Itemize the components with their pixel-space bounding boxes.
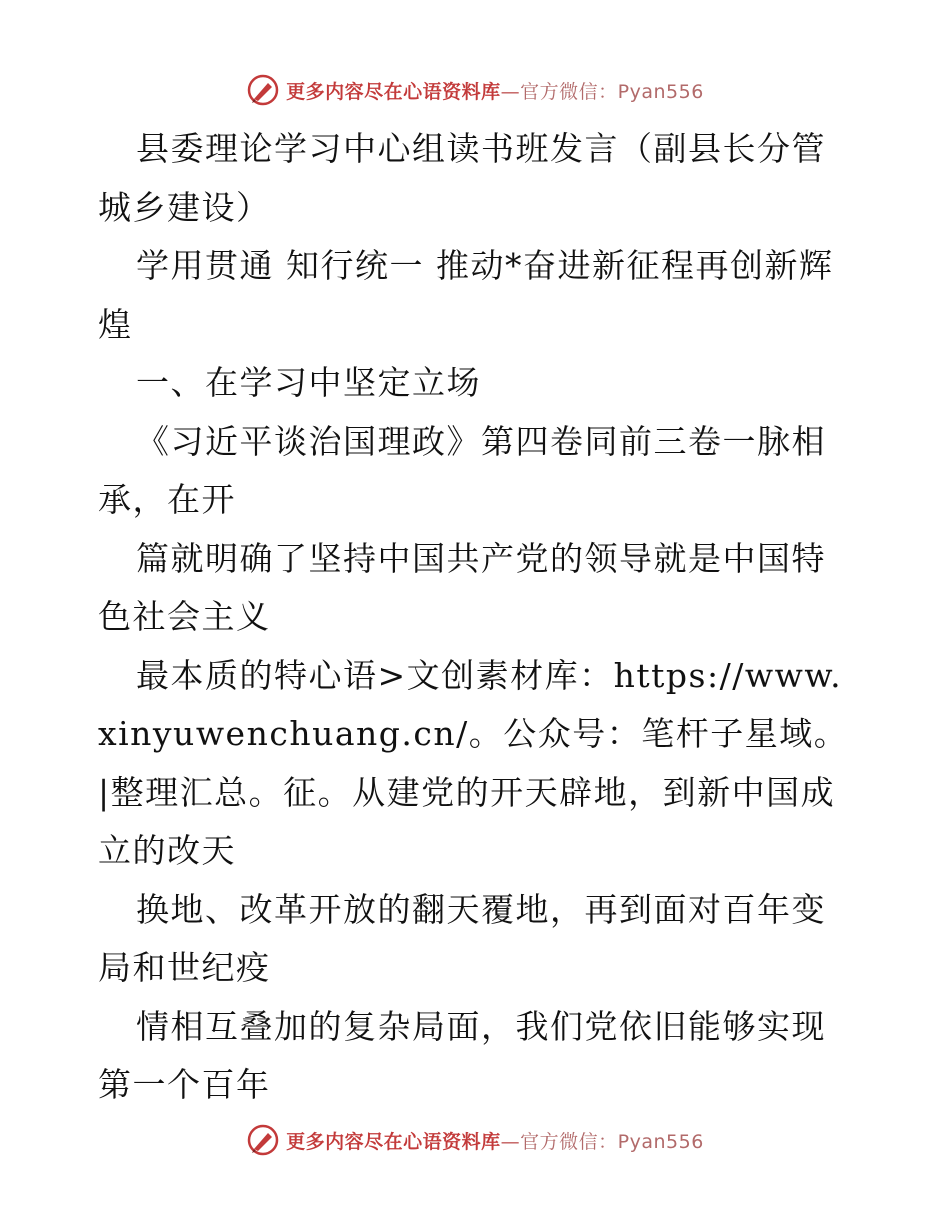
watermark-text: [286, 1127, 704, 1154]
watermark-brand: 更多内容尽在心语资料库: [286, 1130, 501, 1153]
paragraph-3: 最本质的特心语>文创素材库：https://www.xinyuwenchuang.cn/。公众号：笔杆子星域。|整理汇总。征。从建党的开天辟地，到新中国成立的改天: [98, 655, 849, 870]
watermark-wechat: 官方微信：Pyan556: [520, 80, 704, 103]
watermark-text: [286, 77, 704, 104]
paragraph-1: 《习近平谈治国理政》第四卷同前三卷一脉相承，在开: [98, 421, 826, 519]
document-body: [98, 120, 858, 1115]
document-title: 县委理论学习中心组读书班发言（副县长分管城乡建设）: [98, 129, 826, 227]
watermark-separator: —: [500, 1130, 521, 1153]
section-heading: 一、在学习中坚定立场: [136, 363, 481, 402]
pen-logo-icon: [246, 1123, 280, 1157]
footer-watermark-banner: [0, 1120, 950, 1160]
document-subtitle: 学用贯通 知行统一 推动*奋进新征程再创新辉煌: [98, 246, 834, 344]
header-watermark-banner: [0, 70, 950, 110]
paragraph-2: 篇就明确了坚持中国共产党的领导就是中国特色社会主义: [98, 538, 826, 636]
watermark-brand: 更多内容尽在心语资料库: [286, 80, 501, 103]
paragraph-5: 情相互叠加的复杂局面，我们党依旧能够实现第一个百年: [98, 1006, 826, 1104]
watermark-separator: —: [500, 80, 521, 103]
pen-logo-icon: [246, 73, 280, 107]
watermark-wechat: 官方微信：Pyan556: [520, 1130, 704, 1153]
paragraph-4: 换地、改革开放的翻天覆地，再到面对百年变局和世纪疫: [98, 889, 826, 987]
